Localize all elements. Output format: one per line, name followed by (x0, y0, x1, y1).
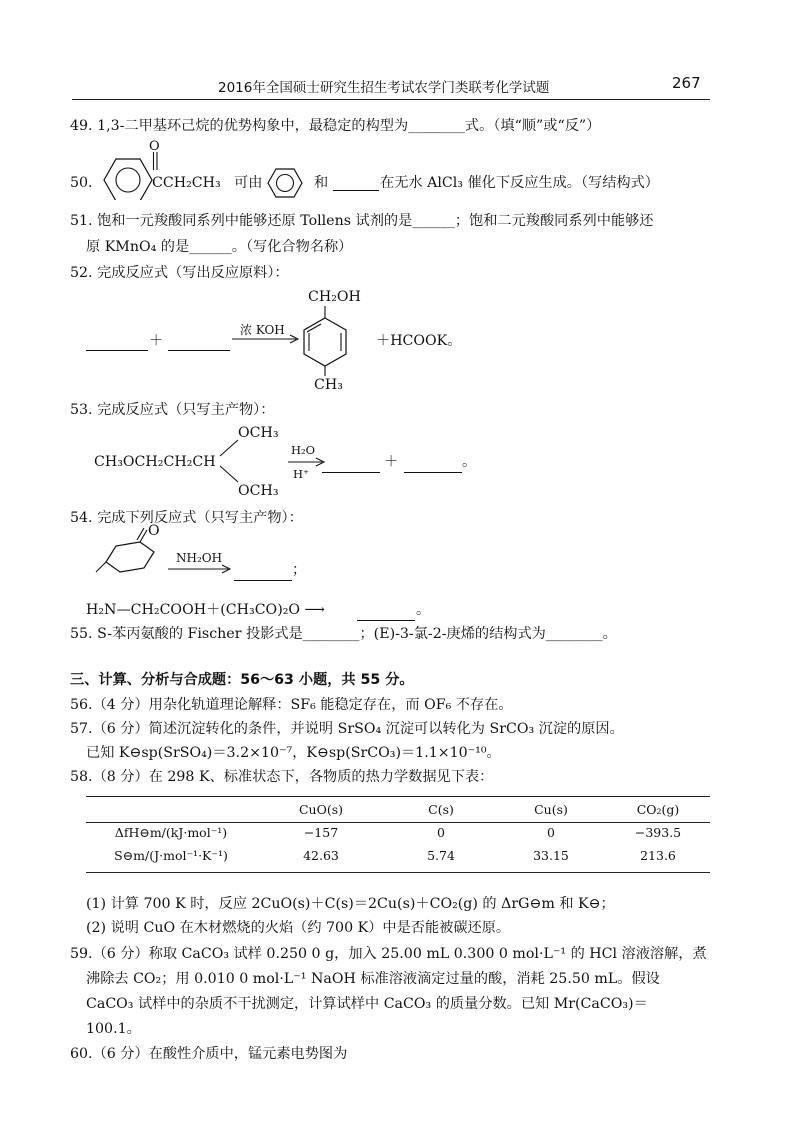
substituent-ch3: CH₃ (314, 377, 343, 393)
reagent-acid: H⁺ (293, 467, 310, 481)
question-58-sub2: (2) 说明 CuO 在木材燃烧的火焰（约 700 K）中是否能被碳还原。 (86, 920, 511, 936)
question-57-line2: 已知 K⊖sp(SrSO₄)＝3.2×10⁻⁷，K⊖sp(SrCO₃)＝1.1×10⁻¹⁰。 (86, 745, 501, 761)
table-cell: 213.6 (640, 848, 676, 863)
answer-blank-q52a (86, 336, 148, 351)
answer-blank-q53a (322, 458, 380, 473)
table-row-label: ΔfH⊖m/(kJ·mol⁻¹) (114, 825, 228, 840)
question-59-line2: 沸除去 CO₂；用 0.010 0 mol·L⁻¹ NaOH 标准溶液滴定过量的酸，消耗 25.50 mL。假设 (86, 971, 660, 987)
table-top-rule (86, 796, 710, 797)
p-methylbenzyl-alcohol-ring (292, 304, 358, 376)
thermodynamic-data-table (86, 798, 710, 867)
byproduct-hcook: ＋HCOOK。 (376, 333, 462, 349)
benzene-ring-shape (104, 159, 152, 200)
section-3-heading: 三、计算、分析与合成题：56～63 小题，共 55 分。 (70, 672, 414, 688)
table-header-cell: C(s) (428, 802, 454, 817)
header-rule (72, 99, 710, 100)
table-cell: 42.63 (303, 848, 339, 863)
page-number: 267 (672, 74, 701, 92)
question-60: 60.（6 分）在酸性介质中，锰元素电势图为 (70, 1046, 348, 1062)
table-cell: 0 (547, 825, 555, 840)
table-header-cell (86, 798, 256, 821)
text-and: 和 (314, 175, 329, 191)
aromatic-circle (277, 175, 294, 192)
question-49: 49. 1,3-二甲基环己烷的优势构象中，最稳定的构型为________式。（填“顺”或“反”） (70, 118, 601, 134)
reaction-arrow (168, 563, 234, 575)
table-cell: 5.74 (427, 848, 455, 863)
question-51-line1: 51. 饱和一元羧酸同系列中能够还原 Tollens 试剂的是______；饱和二元羧酸同系列中能够还 (70, 213, 654, 229)
substituent-ch2oh: CH₂OH (308, 289, 361, 305)
text-can-be-made-from: 可由 (234, 175, 263, 191)
table-row-label: S⊖m/(J·mol⁻¹·K⁻¹) (114, 848, 228, 863)
answer-blank-q52b (168, 336, 230, 351)
table-bottom-rule (86, 872, 710, 873)
running-header: 2016年全国硕士研究生招生考试农学门类联考化学试题 (218, 80, 550, 96)
question-57-line1: 57.（6 分）简述沉淀转化的条件，并说明 SrSO₄ 沉淀可以转化为 SrCO₃ 沉淀的原因。 (70, 721, 624, 737)
methoxy-bottom: OCH₃ (238, 483, 279, 499)
answer-blank-q50 (333, 176, 379, 191)
ketone-chain: CCH₂CH₃ (152, 175, 221, 191)
table-header-cell: CO₂(g) (636, 802, 680, 817)
question-56: 56.（4 分）用杂化轨道理论解释：SF₆ 能稳定存在，而 OF₆ 不存在。 (70, 697, 513, 713)
question-59-line4: 100.1。 (86, 1021, 141, 1037)
carbonyl-oxygen: O (149, 139, 160, 154)
question-58-sub1: (1) 计算 700 K 时，反应 2CuO(s)＋C(s)＝2Cu(s)＋CO₂(g) 的 ΔrG⊖m 和 K⊖； (86, 896, 615, 912)
question-55: 55. S-苯丙氨酸的 Fischer 投影式是________；(E)-3-氯-2-庚烯的结构式为________。 (70, 626, 617, 642)
benzene-ring-shape (268, 169, 302, 197)
question-51-line2: 原 KMnO₄ 的是______。（写化合物名称） (86, 239, 353, 255)
question-59-line1: 59.（6 分）称取 CaCO₃ 试样 0.250 0 g，加入 25.00 mL 0.300 0 mol·L⁻¹ 的 HCl 溶液溶解，煮 (70, 946, 707, 962)
period: 。 (416, 602, 431, 618)
table-cell: 0 (437, 825, 445, 840)
text-anhydrous-alcl3: 在无水 AlCl₃ 催化下反应生成。（写结构式） (380, 175, 659, 191)
question-52-title: 52. 完成反应式（写出反应原料）： (70, 265, 289, 281)
aromatic-circle (116, 168, 140, 192)
answer-blank-q54b (357, 606, 415, 621)
question-54-title: 54. 完成下列反应式（只写主产物）： (70, 510, 303, 526)
table-cell: −157 (303, 825, 339, 840)
table-cell: 33.15 (533, 848, 569, 863)
plus-sign: ＋ (384, 454, 399, 470)
question-53-title: 53. 完成反应式（只写主产物）： (70, 402, 275, 418)
carbonyl-oxygen: O (148, 523, 160, 539)
acetal-reactant: CH₃OCH₂CH₂CH (94, 454, 216, 470)
table-cell: −393.5 (634, 825, 682, 840)
table-row (86, 844, 710, 867)
benzene-structure (262, 160, 310, 206)
table-header-row (86, 798, 710, 821)
reagent-conc-koh: 浓 KOH (240, 323, 285, 337)
period: 。 (462, 454, 477, 470)
acetal-branch-bonds (214, 436, 244, 486)
answer-blank-q54a (234, 566, 292, 581)
question-58-line1: 58.（8 分）在 298 K、标准状态下，各物质的热力学数据见下表： (70, 769, 494, 785)
methoxy-top: OCH₃ (238, 425, 279, 441)
table-header-cell: Cu(s) (534, 802, 568, 817)
plus-sign: ＋ (149, 333, 164, 349)
semicolon: ； (292, 562, 307, 578)
glycine-acylation-equation: H₂N—CH₂COOH＋(CH₃CO)₂O ⟶ (86, 602, 325, 618)
question-59-line3: CaCO₃ 试样中的杂质不干扰测定，计算试样中 CaCO₃ 的质量分数。已知 Mr(CaCO₃)＝ (86, 996, 648, 1012)
reagent-water: H₂O (291, 443, 316, 457)
reagent-hydroxylamine: NH₂OH (176, 551, 223, 565)
answer-blank-q53b (404, 458, 462, 473)
question-50-number: 50. (70, 175, 93, 191)
table-row (86, 821, 710, 844)
table-header-cell: CuO(s) (298, 802, 344, 817)
